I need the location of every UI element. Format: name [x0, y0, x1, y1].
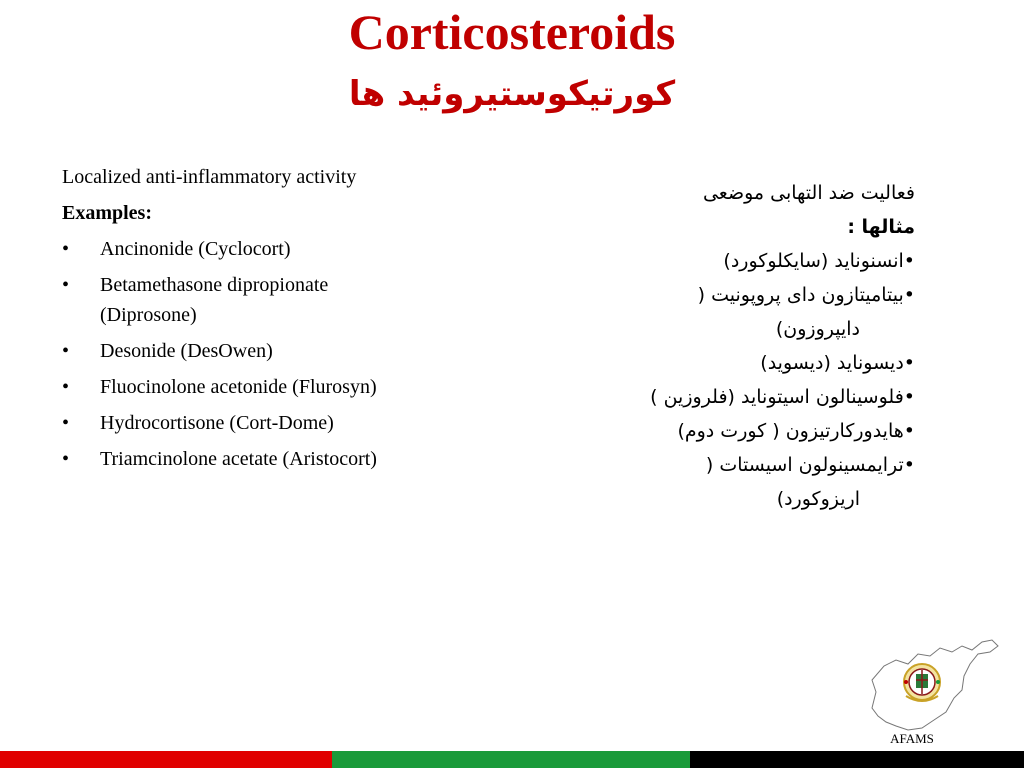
- list-item-label: Triamcinolone acetate (Aristocort): [100, 448, 377, 470]
- list-item: [520, 448, 915, 516]
- list-item-label: Ancinonide (Cyclocort): [100, 238, 291, 260]
- footer-label: AFAMS: [890, 731, 934, 746]
- bullet-icon: •: [62, 274, 70, 296]
- list-item-line: •انسنونايد (سايكلوكورد): [723, 250, 915, 272]
- list-item-line: •هايدوركارتيزون ( كورت دوم): [677, 420, 915, 442]
- list-item: [520, 278, 915, 346]
- list-item-line: •بيتاميتازون داى پروپونيت (: [697, 284, 915, 306]
- footer-bar-green: [332, 749, 690, 768]
- list-item-label: Hydrocortisone (Cort-Dome): [100, 412, 334, 434]
- list-item-label: Desonide (DesOwen): [100, 340, 273, 362]
- list-item-line-continued: اريزوكورد): [776, 488, 860, 510]
- bullet-icon: •: [62, 238, 70, 260]
- slide-title: Corticosteroids: [348, 4, 676, 60]
- list-item: [520, 380, 915, 414]
- bullet-icon: •: [62, 448, 70, 470]
- persian-intro: فعالیت ضد التهابی موضعی: [702, 182, 915, 204]
- list-item: [62, 444, 382, 474]
- list-item: [520, 414, 915, 448]
- list-item-label: Fluocinolone acetonide (Flurosyn): [100, 376, 377, 398]
- persian-example-list: [520, 244, 915, 516]
- english-intro: Localized anti-inflammatory activity: [62, 166, 357, 188]
- persian-content: [520, 176, 915, 516]
- footer-color-bar: [0, 749, 1024, 768]
- english-examples-label: Examples:: [62, 202, 152, 224]
- slide-title-persian: کورتیکوستیروئید ها: [348, 74, 676, 114]
- list-item: [62, 408, 382, 438]
- list-item-line: •ترايمسينولون اسيستات (: [705, 454, 915, 476]
- list-item-line: •ديسونايد (ديسويد): [760, 352, 915, 374]
- english-content: [62, 162, 382, 480]
- bullet-icon: •: [62, 340, 70, 362]
- bullet-icon: •: [62, 376, 70, 398]
- afghanistan-map-emblem-icon: [866, 636, 1002, 736]
- list-item: [62, 336, 382, 366]
- bullet-icon: •: [62, 412, 70, 434]
- list-item: [62, 234, 382, 264]
- list-item-line-continued: دايپروزون): [775, 318, 860, 340]
- list-item-label: Betamethasone dipropionate (Diprosone): [100, 274, 329, 326]
- list-item-line: •فلوسينالون اسيتونايد (فلروزين ): [650, 386, 915, 408]
- persian-examples-label: مثالها :: [847, 216, 915, 238]
- footer-bar-red: [0, 749, 332, 768]
- footer-bar-black: [690, 749, 1024, 768]
- list-item: [62, 270, 382, 330]
- english-example-list: [62, 234, 382, 474]
- list-item: [520, 244, 915, 278]
- list-item: [62, 372, 382, 402]
- list-item: [520, 346, 915, 380]
